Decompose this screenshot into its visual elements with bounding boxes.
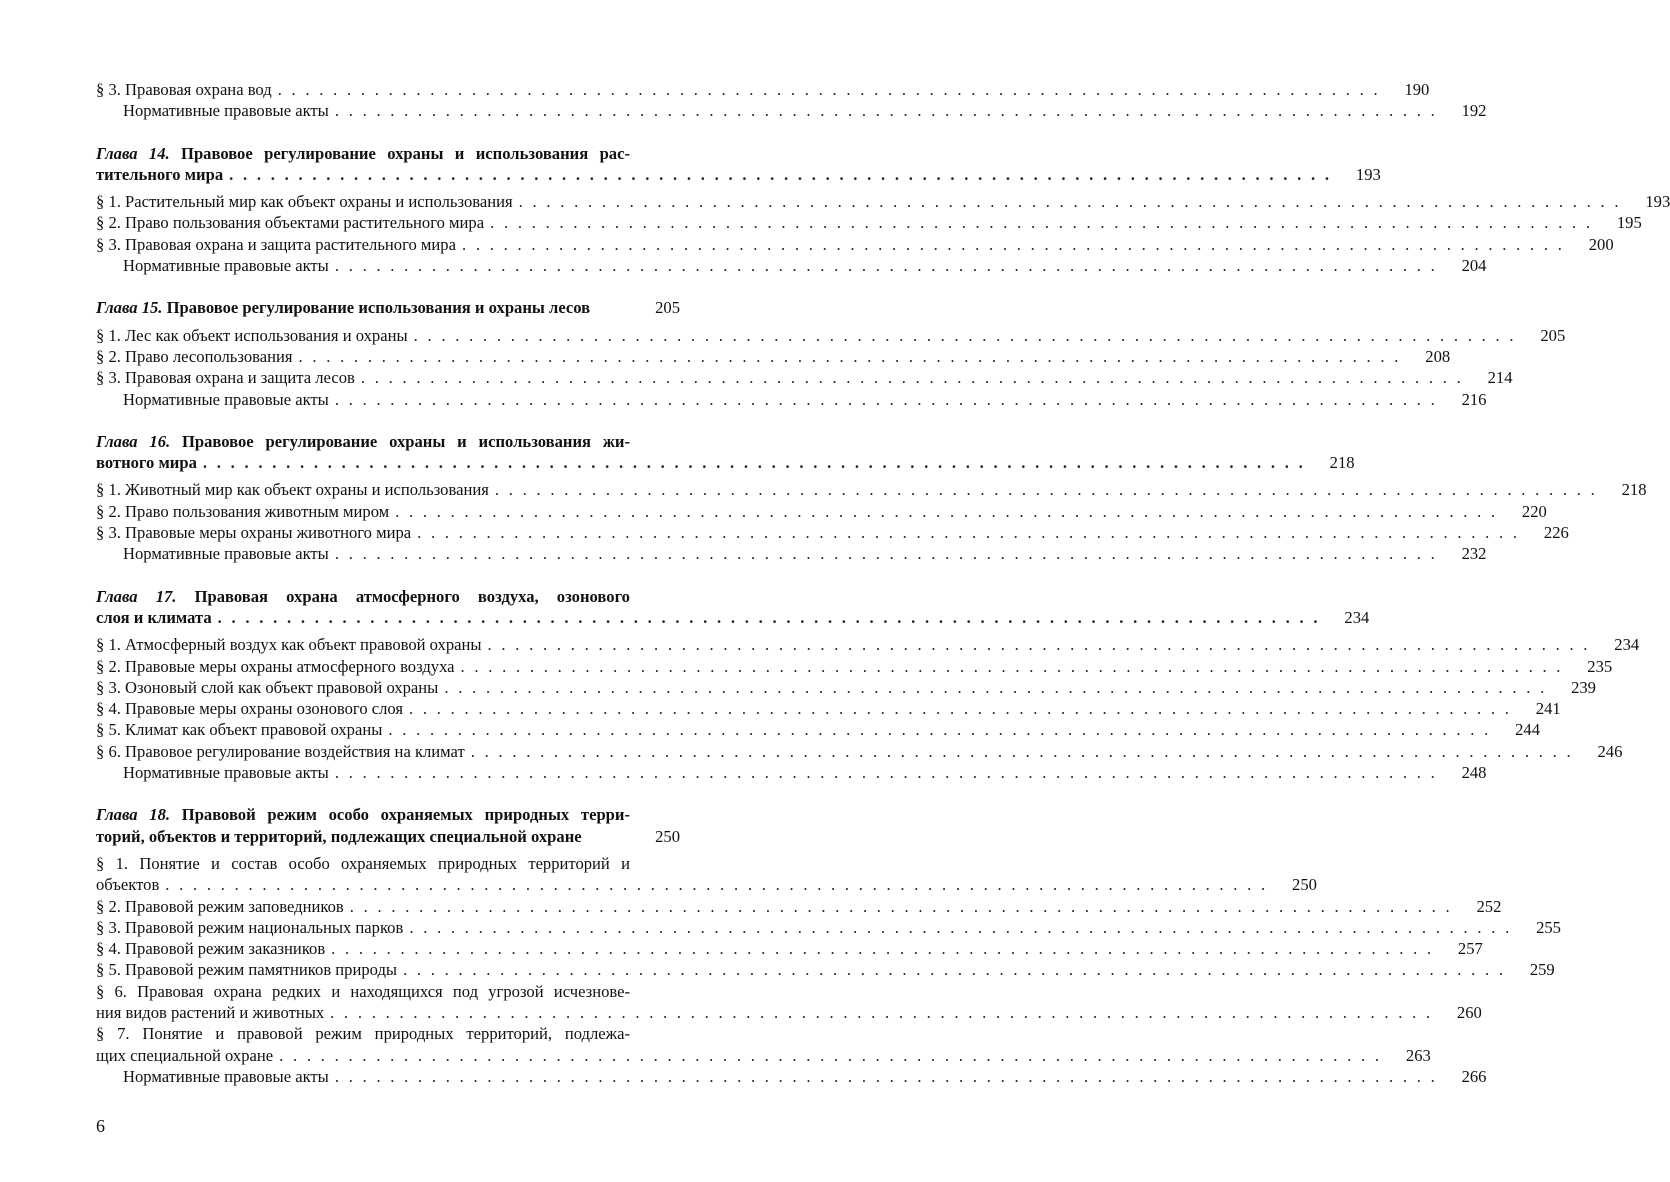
toc-entry xyxy=(96,255,1487,276)
toc-page-number: 218 xyxy=(1329,453,1355,473)
toc-page-number: 190 xyxy=(1404,80,1430,99)
dot-leader: . . . . . . . . . . . . . . . . . . . . . . . . . . . . . . . . . . . . . . . . . . . . . . . . . . . . . . . . . . . . . . . . . . . . . . . . . . . . . . . . xyxy=(444,677,1554,697)
toc-entry xyxy=(96,1045,1431,1066)
dot-leader: . . . . . . . . . . . . . . . . . . . . . . . . . . . . . . . . . . . . . . . . . . . . . . . . . . . . . . . . . . . . . . . . . . . . . . . . . . . . . . . . xyxy=(217,607,1328,627)
toc-entry-title: § 5. Правовой режим памятников природы xyxy=(96,960,398,980)
toc-entry-title: вотного мира xyxy=(96,453,197,473)
chapter-label: Глава 16. xyxy=(96,431,171,451)
chapter-15-sections xyxy=(96,325,1566,410)
toc-page-number: 260 xyxy=(1456,1002,1482,1022)
toc-entry xyxy=(96,1002,1482,1023)
toc-page-number: 192 xyxy=(1461,101,1487,121)
toc-page-number: 241 xyxy=(1535,699,1561,719)
toc-entry xyxy=(96,367,1513,388)
toc-entry-title: тительного мира xyxy=(96,164,224,184)
toc-entry-title: § 3. Правовая охрана и защита растительного мира xyxy=(96,234,456,254)
toc-entry-line: § 1. Понятие и состав особо охраняемых природных территорий и xyxy=(96,853,630,873)
toc-entry-title: § 3. Правовая охрана и защита лесов xyxy=(96,368,355,388)
toc-entry xyxy=(96,698,1561,719)
toc-page-number: 250 xyxy=(655,826,680,846)
chapter-18-sections xyxy=(96,853,1561,1087)
toc-entry-title: § 1. Атмосферный воздух как объект правовой охраны xyxy=(96,635,482,655)
toc-entry-title: § 2. Право пользования животным миром xyxy=(96,501,390,521)
toc-page-number: 246 xyxy=(1597,741,1623,761)
toc-entry xyxy=(96,234,1614,255)
toc-entry-title: Нормативные правовые акты xyxy=(123,101,329,121)
toc-entry-title: Нормативные правовые акты xyxy=(123,544,329,564)
toc-entry xyxy=(96,100,1487,121)
toc-page-number: 220 xyxy=(1521,501,1547,521)
dot-leader: . . . . . . . . . . . . . . . . . . . . . . . . . . . . . . . . . . . . . . . . . . . . . . . . . . . . . . . . . . . . . . . . . . . . . . . . . . . . . . . . xyxy=(490,213,1600,233)
toc-entry-title: § 3. Правовая охрана вод xyxy=(96,80,272,99)
toc-page-number: 257 xyxy=(1457,939,1483,959)
toc-entry xyxy=(96,917,1561,938)
dot-leader: . . . . . . . . . . . . . . . . . . . . . . . . . . . . . . . . . . . . . . . . . . . . . . . . . . . . . . . . . . . . . . . . . . . . . . . . . . . . . . . . xyxy=(202,453,1313,473)
toc-entry xyxy=(96,479,1647,500)
toc-page-number: 252 xyxy=(1476,896,1502,916)
toc-page-number: 216 xyxy=(1461,389,1487,409)
dot-leader: . . . . . . . . . . . . . . . . . . . . . . . . . . . . . . . . . . . . . . . . . . . . . . . . . . . . . . . . . . . . . . . . . . . . . . . . . . . . . . . . xyxy=(277,80,1388,99)
toc-entry xyxy=(96,1066,1487,1087)
toc-page-number: 218 xyxy=(1621,480,1647,500)
toc-entry xyxy=(96,212,1642,233)
dot-leader: . . . . . . . . . . . . . . . . . . . . . . . . . . . . . . . . . . . . . . . . . . . . . . . . . . . . . . . . . . . . . . . . . . . . . . . . . . . . . . . . xyxy=(229,164,1339,184)
toc-page-number: 226 xyxy=(1543,523,1569,543)
chapter-15-heading xyxy=(96,297,680,318)
toc-page-number: 250 xyxy=(1292,875,1317,895)
toc-entry-title: § 2. Правовой режим заповедников xyxy=(96,896,344,916)
toc-entry-title: § 2. Право пользования объектами растительного мира xyxy=(96,213,485,233)
toc-entry-title: § 4. Правовой режим заказников xyxy=(96,939,326,959)
toc-page-number: 235 xyxy=(1587,656,1613,676)
toc-page-number: 205 xyxy=(655,298,680,318)
dot-leader: . . . . . . . . . . . . . . . . . . . . . . . . . . . . . . . . . . . . . . . . . . . . . . . . . . . . . . . . . . . . . . . . . . . . . . . . . . . . . . . . xyxy=(331,939,1441,959)
dot-leader: . . . . . . . . . . . . . . . . . . . . . . . . . . . . . . . . . . . . . . . . . . . . . . . . . . . . . . . . . . . . . . . . . . . . . . . . . . . . . . . . xyxy=(461,234,1572,254)
toc-entry xyxy=(96,741,1623,762)
toc-page-number: 239 xyxy=(1571,677,1596,697)
dot-leader: . . . . . . . . . . . . . . . . . . . . . . . . . . . . . . . . . . . . . . . . . . . . . . . . . . . . . . . . . . . . . . . . . . . . . . . . . . . . . . . . xyxy=(395,501,1505,521)
dot-leader: . . . . . . . . . . . . . . . . . . . . . . . . . . . . . . . . . . . . . . . . . . . . . . . . . . . . . . . . . . . . . . . . . . . . . . . . . . . . . . . . xyxy=(298,346,1409,366)
toc-page-number: 200 xyxy=(1588,234,1614,254)
toc-entry xyxy=(96,325,1566,346)
dot-leader: . . . . . . . . . . . . . . . . . . . . . . . . . . . . . . . . . . . . . . . . . . . . . . . . . . . . . . . . . . . . . . . . . . . . . . . . . . . . . . . . xyxy=(349,896,1460,916)
dot-leader: . . . . . . . . . . . . . . . . . . . . . . . . . . . . . . . . . . . . . . . . . . . . . . . . . . . . . . . . . . . . . . . . . . . . . . . . . . . . . . . . xyxy=(409,917,1519,937)
toc-entry-title: Нормативные правовые акты xyxy=(123,763,329,783)
toc-entry xyxy=(96,346,1451,367)
chapter-label: Глава 14. xyxy=(96,143,170,163)
toc-entry xyxy=(96,634,1640,655)
toc-entry xyxy=(96,543,1487,564)
chapter-label: Глава 17. xyxy=(96,586,177,606)
toc-entry xyxy=(96,677,1596,698)
table-of-contents xyxy=(96,79,1670,1087)
toc-entry-title: Нормативные правовые акты xyxy=(123,256,329,276)
chapter-17-heading: Глава 17. Правовая охрана атмосферного воздуха, озонового слоя и климата . . . . . . . . . . . . . . . . . . . . . . . . . . . . . . . . . . . . . . . . . . . . . . . . . . . . . . . . . . . . . . . . . . . . . . . . . . . . . . . . 234 xyxy=(96,586,1370,627)
toc-page-number: 193 xyxy=(1355,164,1381,184)
toc-entry xyxy=(96,656,1613,677)
dot-leader: . . . . . . . . . . . . . . . . . . . . . . . . . . . . . . . . . . . . . . . . . . . . . . . . . . . . . . . . . . . . . . . . . . . . . . . . . . . . . . . . xyxy=(518,192,1629,212)
toc-entry xyxy=(96,959,1555,980)
toc-entry xyxy=(96,719,1541,740)
dot-leader: . . . . . . . . . . . . . . . . . . . . . . . . . . . . . . . . . . . . . . . . . . . . . . . . . . . . . . . . . . . . . . . . . . . . . . . . . . . . . . . . xyxy=(413,325,1524,345)
toc-entry xyxy=(96,389,1487,410)
toc-entry xyxy=(96,762,1487,783)
toc-entry-title: § 2. Право лесопользования xyxy=(96,346,293,366)
dot-leader: . . . . . . . . . . . . . . . . . . . . . . . . . . . . . . . . . . . . . . . . . . . . . . . . . . . . . . . . . . . . . . . . . . . . . . . . . . . . . . . . xyxy=(494,480,1605,500)
toc-page-number: 208 xyxy=(1425,346,1451,366)
chapter-16-sections xyxy=(96,479,1647,564)
toc-entry-title: § 1. Лес как объект использования и охраны xyxy=(96,325,408,345)
chapter-17-sections xyxy=(96,634,1640,783)
dot-leader: . . . . . . . . . . . . . . . . . . . . . . . . . . . . . . . . . . . . . . . . . . . . . . . . . . . . . . . . . . . . . . . . . . . . . . . . . . . . . . . . xyxy=(334,101,1445,121)
toc-entry xyxy=(96,501,1547,522)
dot-leader: . . . . . . . . . . . . . . . . . . . . . . . . . . . . . . . . . . . . . . . . . . . . . . . . . . . . . . . . . . . . . . . . . . . . . . . . . . . . . . . . xyxy=(334,544,1445,564)
toc-entry-title: § 1. Животный мир как объект охраны и использования xyxy=(96,480,489,500)
toc-entry xyxy=(96,522,1569,543)
dot-leader: . . . . . . . . . . . . . . . . . . . . . . . . . . . . . . . . . . . . . . . . . . . . . . . . . . . . . . . . . . . . . . . . . . . . . . . . . . . . . . . . xyxy=(165,875,1275,895)
toc-entry xyxy=(96,191,1670,212)
toc-page-number: 234 xyxy=(1614,635,1640,655)
toc-entry-line: § 7. Понятие и правовой режим природных территорий, подлежа- xyxy=(96,1024,630,1044)
toc-entry-title: § 3. Правовые меры охраны животного мира xyxy=(96,523,412,543)
dot-leader: . . . . . . . . . . . . . . . . . . . . . . . . . . . . . . . . . . . . . . . . . . . . . . . . . . . . . . . . . . . . . . . . . . . . . . . . . . . . . . . . xyxy=(403,960,1513,980)
toc-entry-title: Глава 15. Правовое регулирование использования и охраны лесов xyxy=(96,298,591,318)
dot-leader: . . . . . . . . . . . . . . . . . . . . . . . . . . . . . . . . . . . . . . . . . . . . . . . . . . . . . . . . . . . . . . . . . . . . . . . . . . . . . . . . xyxy=(334,256,1445,276)
chapter-label: Глава 18. xyxy=(96,805,171,825)
chapter-label: Глава 15. xyxy=(96,298,163,318)
dot-leader: . . . . . . . . . . . . . . . . . . . . . . . . . . . . . . . . . . . . . . . . . . . . . . . . . . . . . . . . . . . . . . . . . . . . . . . . . . . . . . . . xyxy=(487,635,1598,655)
chapter-16-heading: Глава 16. Правовое регулирование охраны и использования жи- вотного мира . . . . . . . . . . . . . . . . . . . . . . . . . . . . . . . . . . . . . . . . . . . . . . . . . . . . . . . . . . . . . . . . . . . . . . . . . . . . . . . . 218 xyxy=(96,431,1355,473)
dot-leader: . . . . . . . . . . . . . . . . . . . . . . . . . . . . . . . . . . . . . . . . . . . . . . . . . . . . . . . . . . . . . . . . . . . . . . . . . . . . . . . . xyxy=(409,699,1519,719)
toc-entry xyxy=(96,896,1502,917)
toc-page-number: 244 xyxy=(1515,720,1541,740)
dot-leader: . . . . . . . . . . . . . . . . . . . . . . . . . . . . . . . . . . . . . . . . . . . . . . . . . . . . . . . . . . . . . . . . . . . . . . . . . . . . . . . . xyxy=(330,1002,1440,1022)
toc-page-number: 195 xyxy=(1616,213,1642,233)
dot-leader: . . . . . . . . . . . . . . . . . . . . . . . . . . . . . . . . . . . . . . . . . . . . . . . . . . . . . . . . . . . . . . . . . . . . . . . . . . . . . . . . xyxy=(417,523,1527,543)
toc-entry-title: § 4. Правовые меры охраны озонового слоя xyxy=(96,699,404,719)
toc-page-number: 214 xyxy=(1487,368,1513,388)
toc-page-number: 248 xyxy=(1461,763,1487,783)
toc-page-number: 266 xyxy=(1461,1066,1487,1086)
toc-page-number: 232 xyxy=(1461,544,1487,564)
dot-leader: . . . . . . . . . . . . . . . . . . . . . . . . . . . . . . . . . . . . . . . . . . . . . . . . . . . . . . . . . . . . . . . . . . . . . . . . . . . . . . . . xyxy=(388,720,1499,740)
toc-page-number: 205 xyxy=(1540,325,1566,345)
dot-leader: . . . . . . . . . . . . . . . . . . . . . . . . . . . . . . . . . . . . . . . . . . . . . . . . . . . . . . . . . . . . . . . . . . . . . . . . . . . . . . . . xyxy=(279,1045,1389,1065)
toc-entry-title: § 3. Озоновый слой как объект правовой охраны xyxy=(96,677,439,697)
dot-leader: . . . . . . . . . . . . . . . . . . . . . . . . . . . . . . . . . . . . . . . . . . . . . . . . . . . . . . . . . . . . . . . . . . . . . . . . . . . . . . . . xyxy=(460,656,1571,676)
toc-entry-title: объектов xyxy=(96,875,160,895)
toc-entry xyxy=(96,938,1483,959)
toc-entry-title: ния видов растений и животных xyxy=(96,1002,325,1022)
chapter-14-heading: Глава 14. Правовое регулирование охраны и использования рас- тительного мира . . . . . . . . . . . . . . . . . . . . . . . . . . . . . . . . . . . . . . . . . . . . . . . . . . . . . . . . . . . . . . . . . . . . . . . . . . . . . . . . 193 xyxy=(96,143,1381,184)
toc-entry-title: Нормативные правовые акты xyxy=(123,389,329,409)
dot-leader: . . . . . . . . . . . . . . . . . . . . . . . . . . . . . . . . . . . . . . . . . . . . . . . . . . . . . . . . . . . . . . . . . . . . . . . . . . . . . . . . xyxy=(360,368,1471,388)
toc-entry-line: § 6. Правовая охрана редких и находящихся под угрозой исчезнове- xyxy=(96,981,630,1001)
toc-entry xyxy=(96,79,1430,100)
toc-entry xyxy=(96,874,1317,895)
toc-page-number: 234 xyxy=(1344,607,1370,627)
toc-entry-title: торий, объектов и территорий, подлежащих специальной охране xyxy=(96,826,582,846)
toc-page-number: 263 xyxy=(1405,1045,1431,1065)
toc-page-number: 259 xyxy=(1529,960,1555,980)
dot-leader: . . . . . . . . . . . . . . . . . . . . . . . . . . . . . . . . . . . . . . . . . . . . . . . . . . . . . . . . . . . . . . . . . . . . . . . . . . . . . . . . xyxy=(470,741,1581,761)
toc-entry-title: Нормативные правовые акты xyxy=(123,1066,329,1086)
toc-entry-title: § 5. Климат как объект правовой охраны xyxy=(96,720,383,740)
toc-entry-title: слоя и климата xyxy=(96,607,212,627)
chapter-14-sections xyxy=(96,191,1670,276)
toc-entry-title: § 2. Правовые меры охраны атмосферного воздуха xyxy=(96,656,455,676)
toc-entry-title: § 3. Правовой режим национальных парков xyxy=(96,917,404,937)
dot-leader: . . . . . . . . . . . . . . . . . . . . . . . . . . . . . . . . . . . . . . . . . . . . . . . . . . . . . . . . . . . . . . . . . . . . . . . . . . . . . . . . xyxy=(334,389,1445,409)
dot-leader: . . . . . . . . . . . . . . . . . . . . . . . . . . . . . . . . . . . . . . . . . . . . . . . . . . . . . . . . . . . . . . . . . . . . . . . . . . . . . . . . xyxy=(334,763,1445,783)
toc-entry-title: § 1. Растительный мир как объект охраны и использования xyxy=(96,192,513,212)
toc-entry-title: щих специальной охране xyxy=(96,1045,274,1065)
page-number: 6 xyxy=(96,1116,105,1136)
toc-page-number: 204 xyxy=(1461,256,1487,276)
toc-page-number: 193 xyxy=(1645,192,1670,212)
chapter-18-heading: Глава 18. Правовой режим особо охраняемых природных терри- торий, объектов и территорий, подлежащих специальной охране 250 xyxy=(96,805,680,846)
toc-page-number: 255 xyxy=(1536,917,1561,937)
toc-entry-title: § 6. Правовое регулирование воздействия на климат xyxy=(96,741,465,761)
dot-leader: . . . . . . . . . . . . . . . . . . . . . . . . . . . . . . . . . . . . . . . . . . . . . . . . . . . . . . . . . . . . . . . . . . . . . . . . . . . . . . . . xyxy=(334,1066,1445,1086)
